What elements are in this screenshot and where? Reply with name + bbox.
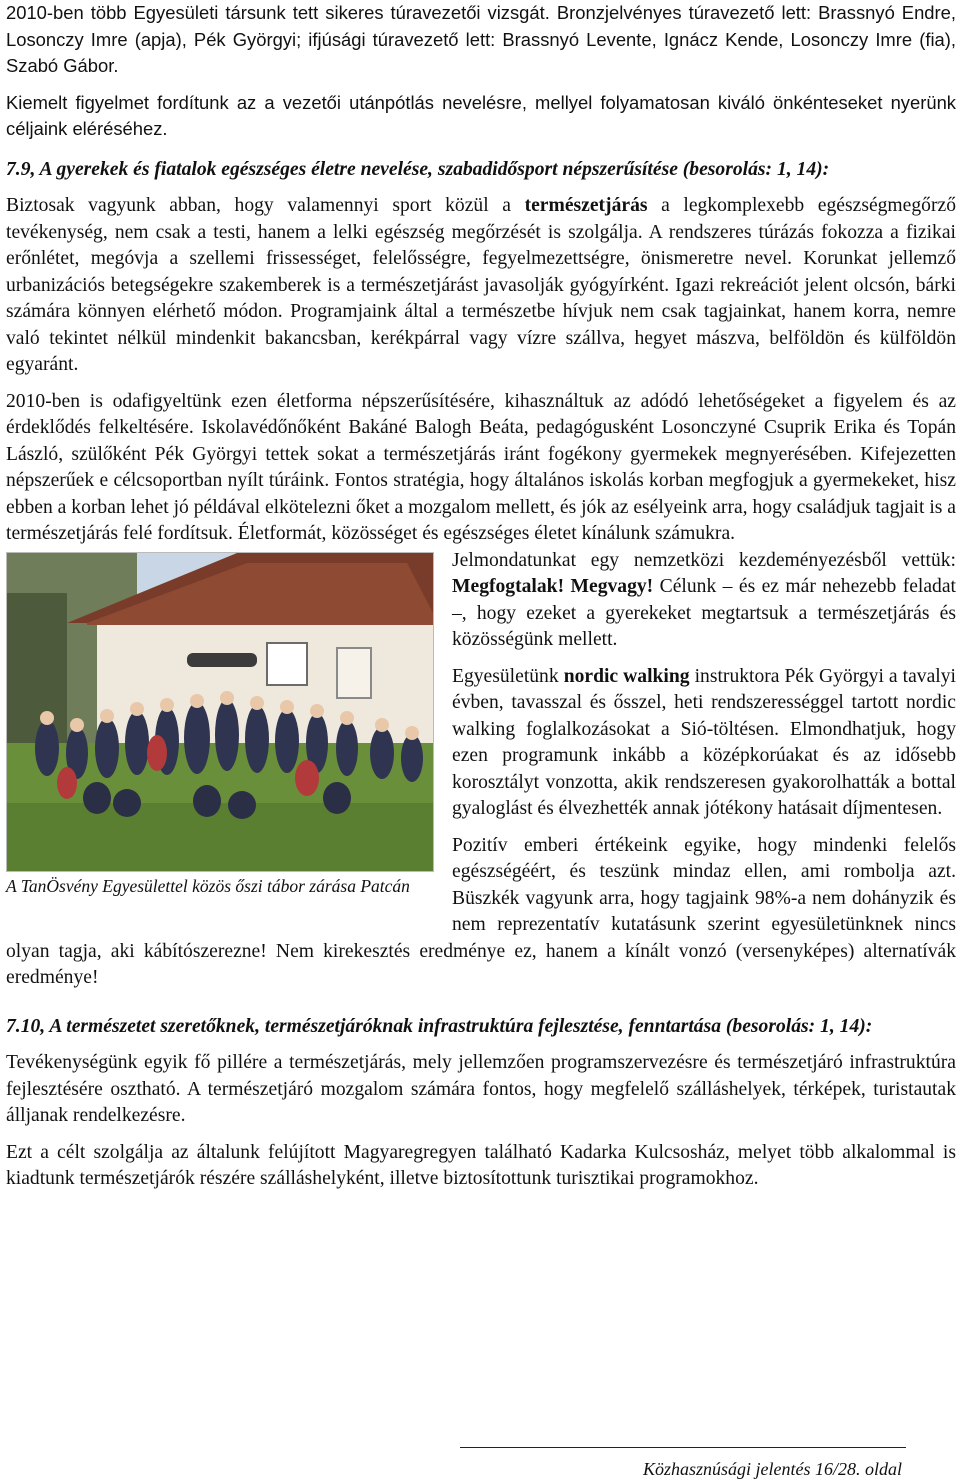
group-photo <box>6 552 434 872</box>
paragraph-infrastructure: Tevékenységünk egyik fő pillére a természetjárás, mely jellemzően programszervezésre és természetjáró infrastruktúra fejlesztésére osztható. A természetjáró mozgalom számára fontos, hogy megfelelő szálláshelyek, térképek, turistautak álljanak rendelkezésre. <box>6 1052 956 1126</box>
paragraph-motto-bold: Megfogtalak! Megvagy! <box>452 576 654 597</box>
photo-caption: A TanÖsvény Egyesülettel közös őszi tábor zárása Patcán <box>6 875 410 896</box>
paragraph-leader-training: Kiemelt figyelmet fordítunk az a vezetői utánpótlás nevelésre, mellyel folyamatosan kiváló önkénteseket nyerünk céljaink eléréséhez. <box>6 91 956 139</box>
paragraph-nature-walking-bold: természetjárás <box>524 195 648 216</box>
paragraph-nordic-part-c: instruktora Pék Györgyi a tavalyi évben, tavasszal és ősszel, heti rendszerességgel tartott nordic walking foglalkozásokat a Sió-töltésen. Elmondhatjuk, hogy ezen programunk inkább a középkorúakat és az idősebb korosztályt vonzotta, akik rendszeresen gyakorolhatták a bottal gyaloglást és élvezhették annak jótékony hatásait díjmentesen. <box>452 665 956 819</box>
paragraph-nordic-part-a: Egyesületünk <box>452 665 564 687</box>
paragraph-nordic-bold: nordic walking <box>563 665 690 687</box>
section-heading-7-10: 7.10, A természetet szeretőknek, természetjáróknak infrastruktúra fejlesztése, fenntartása (besorolás: 1, 14): <box>6 1015 873 1037</box>
paragraph-nature-walking <box>6 193 956 379</box>
paragraph-nature-walking-part-a: Biztosak vagyunk abban, hogy valamennyi sport közül a <box>6 195 525 216</box>
paragraph-kadarka: Ezt a célt szolgálja az általunk felújított Magyaregregyen található Kadarka Kulcsosház, melyet több alkalommal is kiadtunk természetjárók részére szálláshelyként, illetve biztosítottunk turisztikai programokhoz. <box>6 1141 956 1189</box>
paragraph-2010-promotion: 2010-ben is odafigyeltünk ezen életforma népszerűsítésére, kihasználtuk az adódó lehetőségeket a figyelem és az érdeklődés felkeltésére. Iskolavédőnőként Bakáné Balogh Beáta, pedagógusként Losonczyné Csuprik Erika és Topán László, szülőként Pék Györgyi tettek sokat a természetjárás iránt fogékony gyermekek megnyerésében. Kifejezetten népszerűek e célcsoportban nyílt túráink. Fontos stratégia, hogy általános iskolás korban megfogjuk a gyermekeket, hisz ebben a korban lehet jó példával elkötelezni őket a mozgalom mellett, és jók az esélyeink arra, hogy családjuk tagjait is a természetjárás felé fordítsuk. Életformát, közösséget és egészséges életet kínálunk számukra. <box>6 390 956 544</box>
paragraph-motto-part-a: Jelmondatunkat egy nemzetközi kezdeményezésből vettük: <box>452 549 956 571</box>
section-heading-7-9: 7.9, A gyerekek és fiatalok egészséges életre nevelése, szabadidősport népszerűsítése (besorolás: 1, 14): <box>6 158 830 180</box>
paragraph-nature-walking-part-c: a legkomplexebb egészségmegőrző tevékenység, nem csak a testi, hanem a lelki egészség megőrzését is szolgálja. A rendszeres túrázás fokozza a fizikai erőnlétet, megóvja a szellemi frissességet, felelősségre, fegyelmezettségre, önismeretre nevel. Korunkat jellemző urbanizációs betegségekre szakemberek is a természetjárást javasolják gyógyírként. Igazi rekreációt jelent olcsón, bárki számára könnyen elérhető módon. Programjaink által a természetbe hívjuk nem csak tagjainkat, hanem korra, nemre való tekintet nélkül mindenkit bakancsban, kerékpárral vagy vízre szállva, hegyet mászva, belföldön és külföldön egyaránt. <box>6 195 956 375</box>
footer-rule <box>460 1447 906 1448</box>
document-page <box>6 0 956 1193</box>
page-footer: Közhasznúsági jelentés 16/28. oldal <box>642 1459 902 1479</box>
paragraph-motto-part-c: Célunk – és ez már nehezebb feladat –, hogy ezeket a gyerekeket megtartsuk a természetjárás és közösségünk mellett. <box>452 576 956 650</box>
paragraph-exam-results: 2010-ben több Egyesületi társunk tett sikeres túravezetői vizsgát. Bronzjelvényes túravezető lett: Brassnyó Endre, Losonczy Imre (apja), Pék Györgyi; ifjúsági túravezető lett: Brassnyó Levente, Ignácz Kende, Losonczy Imre (fia), Szabó Gábor. <box>6 2 956 76</box>
paragraph-values: Pozitív emberi értékeink egyike, hogy mindenki felelős egészségéért, és teszünk mindaz ellen, ami rombolja azt. Büszkék vagyunk arra, hogy tagjaink 98%-a nem dohányzik és nem reprezentatív kutatásunk szerint egyesületünknek nincs olyan tagja, aki kábítószerezne! Nem kirekesztés eredménye ez, hanem a kínált vonzó (versenyképes) alternatívák eredménye! <box>6 834 956 988</box>
group-photo-figure <box>6 552 436 914</box>
